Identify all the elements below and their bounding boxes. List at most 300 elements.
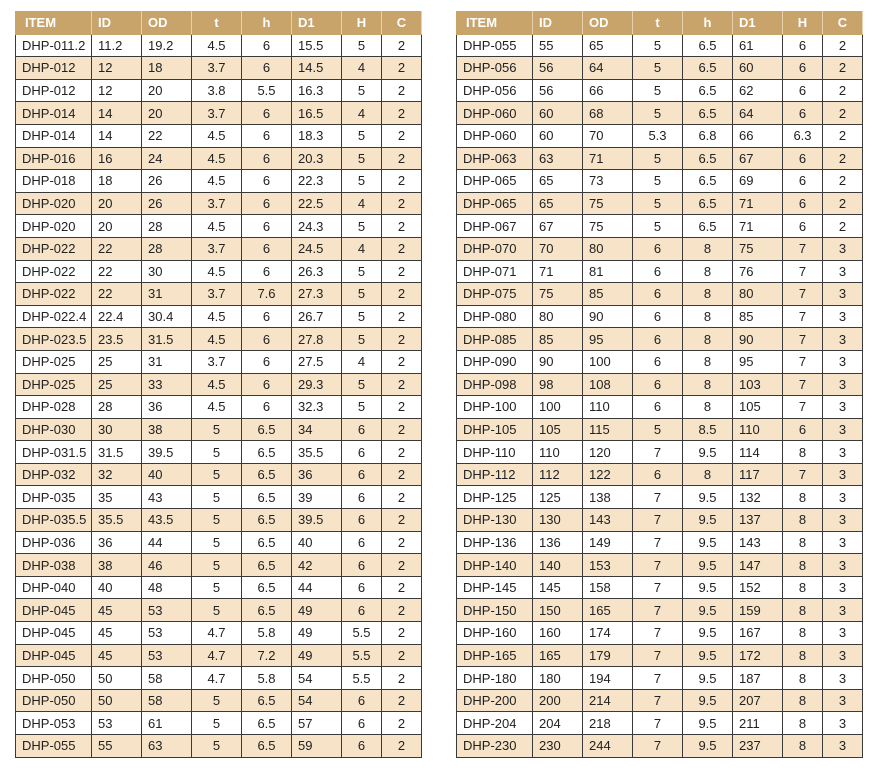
table-row <box>457 79 863 102</box>
table-row <box>16 689 422 712</box>
cell-h: 6.5 <box>683 170 733 193</box>
cell-item: DHP-025 <box>16 373 92 396</box>
table-row <box>457 735 863 758</box>
table-row <box>16 147 422 170</box>
cell-item: DHP-055 <box>457 34 533 57</box>
cell-id: 36 <box>92 531 142 554</box>
cell-id: 67 <box>533 215 583 238</box>
cell-item: DHP-090 <box>457 350 533 373</box>
cell-t: 5 <box>192 554 242 577</box>
cell-id: 204 <box>533 712 583 735</box>
cell-d1: 39 <box>292 486 342 509</box>
cell-od: 81 <box>583 260 633 283</box>
cell-t: 3.8 <box>192 79 242 102</box>
table-row <box>457 554 863 577</box>
cell-big-h: 7 <box>783 260 823 283</box>
cell-id: 25 <box>92 373 142 396</box>
cell-h: 6.5 <box>242 599 292 622</box>
cell-t: 5 <box>192 418 242 441</box>
cell-big-h: 5 <box>342 124 382 147</box>
table-row <box>16 418 422 441</box>
cell-id: 150 <box>533 599 583 622</box>
table-row <box>16 531 422 554</box>
table-row <box>457 622 863 645</box>
table-row <box>457 667 863 690</box>
cell-t: 5 <box>192 531 242 554</box>
cell-d1: 22.3 <box>292 170 342 193</box>
cell-id: 30 <box>92 418 142 441</box>
cell-big-h: 5 <box>342 215 382 238</box>
cell-d1: 137 <box>733 509 783 532</box>
cell-id: 105 <box>533 418 583 441</box>
cell-item: DHP-105 <box>457 418 533 441</box>
table-row <box>16 463 422 486</box>
cell-t: 6 <box>633 328 683 351</box>
cell-item: DHP-014 <box>16 102 92 125</box>
cell-c: 2 <box>382 328 422 351</box>
cell-id: 18 <box>92 170 142 193</box>
cell-item: DHP-022.4 <box>16 305 92 328</box>
cell-od: 36 <box>142 396 192 419</box>
cell-d1: 237 <box>733 735 783 758</box>
cell-t: 4.5 <box>192 147 242 170</box>
cell-od: 43.5 <box>142 509 192 532</box>
cell-od: 64 <box>583 57 633 80</box>
cell-t: 7 <box>633 441 683 464</box>
cell-od: 122 <box>583 463 633 486</box>
cell-h: 6.5 <box>683 192 733 215</box>
cell-od: 53 <box>142 644 192 667</box>
cell-item: DHP-012 <box>16 79 92 102</box>
cell-c: 3 <box>823 622 863 645</box>
cell-big-h: 8 <box>783 735 823 758</box>
table-row <box>457 283 863 306</box>
cell-d1: 114 <box>733 441 783 464</box>
cell-id: 45 <box>92 599 142 622</box>
cell-big-h: 5 <box>342 283 382 306</box>
cell-big-h: 5 <box>342 328 382 351</box>
cell-item: DHP-038 <box>16 554 92 577</box>
cell-big-h: 6 <box>783 215 823 238</box>
cell-big-h: 8 <box>783 712 823 735</box>
cell-c: 2 <box>823 102 863 125</box>
table-row <box>457 237 863 260</box>
cell-h: 6.8 <box>683 124 733 147</box>
spec-table-right <box>456 11 863 758</box>
cell-big-h: 8 <box>783 441 823 464</box>
cell-big-h: 6 <box>342 576 382 599</box>
cell-t: 4.5 <box>192 170 242 193</box>
cell-c: 3 <box>823 509 863 532</box>
cell-c: 2 <box>382 102 422 125</box>
cell-c: 2 <box>823 170 863 193</box>
cell-t: 7 <box>633 712 683 735</box>
cell-c: 2 <box>382 57 422 80</box>
cell-d1: 152 <box>733 576 783 599</box>
cell-id: 20 <box>92 215 142 238</box>
cell-d1: 71 <box>733 192 783 215</box>
cell-d1: 49 <box>292 599 342 622</box>
cell-id: 35 <box>92 486 142 509</box>
cell-h: 6.5 <box>242 689 292 712</box>
cell-h: 8 <box>683 328 733 351</box>
cell-d1: 24.3 <box>292 215 342 238</box>
cell-item: DHP-204 <box>457 712 533 735</box>
column-header-big-h: H <box>342 12 382 35</box>
table-row <box>16 396 422 419</box>
cell-big-h: 7 <box>783 237 823 260</box>
cell-item: DHP-067 <box>457 215 533 238</box>
cell-id: 22 <box>92 283 142 306</box>
table-row <box>16 260 422 283</box>
cell-big-h: 4 <box>342 237 382 260</box>
cell-d1: 20.3 <box>292 147 342 170</box>
cell-id: 200 <box>533 689 583 712</box>
cell-h: 6 <box>242 237 292 260</box>
cell-c: 3 <box>823 667 863 690</box>
table-row <box>16 644 422 667</box>
cell-od: 26 <box>142 170 192 193</box>
cell-item: DHP-022 <box>16 237 92 260</box>
table-row <box>16 622 422 645</box>
cell-t: 4.5 <box>192 124 242 147</box>
cell-d1: 32.3 <box>292 396 342 419</box>
cell-big-h: 6 <box>783 147 823 170</box>
cell-item: DHP-055 <box>16 735 92 758</box>
cell-c: 2 <box>382 531 422 554</box>
table-row <box>16 305 422 328</box>
cell-c: 2 <box>823 147 863 170</box>
cell-item: DHP-035.5 <box>16 509 92 532</box>
cell-h: 6 <box>242 328 292 351</box>
cell-id: 38 <box>92 554 142 577</box>
table-row <box>16 486 422 509</box>
cell-id: 110 <box>533 441 583 464</box>
cell-d1: 62 <box>733 79 783 102</box>
cell-d1: 57 <box>292 712 342 735</box>
cell-od: 115 <box>583 418 633 441</box>
cell-h: 6.5 <box>242 441 292 464</box>
cell-h: 6.5 <box>683 215 733 238</box>
table-row <box>16 599 422 622</box>
cell-c: 3 <box>823 373 863 396</box>
header-row <box>457 12 863 35</box>
cell-d1: 187 <box>733 667 783 690</box>
cell-c: 2 <box>382 192 422 215</box>
cell-od: 31 <box>142 350 192 373</box>
table-row <box>457 712 863 735</box>
cell-t: 4.5 <box>192 396 242 419</box>
cell-item: DHP-011.2 <box>16 34 92 57</box>
cell-id: 50 <box>92 689 142 712</box>
cell-item: DHP-130 <box>457 509 533 532</box>
cell-big-h: 6 <box>783 102 823 125</box>
cell-h: 6 <box>242 260 292 283</box>
cell-item: DHP-110 <box>457 441 533 464</box>
column-header-id: ID <box>533 12 583 35</box>
cell-t: 5 <box>192 735 242 758</box>
column-header-h: h <box>683 12 733 35</box>
cell-d1: 14.5 <box>292 57 342 80</box>
cell-id: 63 <box>533 147 583 170</box>
cell-d1: 76 <box>733 260 783 283</box>
cell-h: 9.5 <box>683 554 733 577</box>
cell-item: DHP-230 <box>457 735 533 758</box>
cell-id: 22.4 <box>92 305 142 328</box>
cell-od: 68 <box>583 102 633 125</box>
cell-t: 4.5 <box>192 305 242 328</box>
cell-item: DHP-040 <box>16 576 92 599</box>
cell-c: 2 <box>823 79 863 102</box>
cell-h: 6 <box>242 373 292 396</box>
cell-d1: 80 <box>733 283 783 306</box>
column-header-id: ID <box>92 12 142 35</box>
cell-h: 6.5 <box>242 576 292 599</box>
table-row <box>16 509 422 532</box>
cell-t: 5 <box>192 463 242 486</box>
cell-t: 7 <box>633 689 683 712</box>
cell-id: 125 <box>533 486 583 509</box>
cell-id: 112 <box>533 463 583 486</box>
cell-big-h: 7 <box>783 350 823 373</box>
cell-c: 3 <box>823 644 863 667</box>
cell-t: 7 <box>633 486 683 509</box>
cell-id: 75 <box>533 283 583 306</box>
cell-t: 4.5 <box>192 373 242 396</box>
cell-item: DHP-080 <box>457 305 533 328</box>
cell-d1: 67 <box>733 147 783 170</box>
cell-t: 7 <box>633 531 683 554</box>
cell-item: DHP-125 <box>457 486 533 509</box>
cell-d1: 29.3 <box>292 373 342 396</box>
cell-t: 5 <box>192 441 242 464</box>
cell-big-h: 5 <box>342 396 382 419</box>
cell-od: 143 <box>583 509 633 532</box>
cell-t: 3.7 <box>192 192 242 215</box>
cell-big-h: 6 <box>342 599 382 622</box>
cell-t: 5 <box>192 486 242 509</box>
cell-id: 25 <box>92 350 142 373</box>
table-row <box>457 147 863 170</box>
cell-t: 5 <box>633 34 683 57</box>
cell-t: 5 <box>633 102 683 125</box>
cell-h: 6 <box>242 102 292 125</box>
column-header-od: OD <box>583 12 633 35</box>
cell-item: DHP-014 <box>16 124 92 147</box>
table-row <box>457 215 863 238</box>
cell-h: 6.5 <box>242 531 292 554</box>
cell-od: 40 <box>142 463 192 486</box>
cell-od: 58 <box>142 689 192 712</box>
cell-od: 18 <box>142 57 192 80</box>
column-header-c: C <box>382 12 422 35</box>
cell-big-h: 7 <box>783 396 823 419</box>
cell-big-h: 6 <box>342 712 382 735</box>
cell-id: 23.5 <box>92 328 142 351</box>
table-row <box>16 79 422 102</box>
cell-c: 2 <box>382 735 422 758</box>
cell-od: 90 <box>583 305 633 328</box>
cell-id: 11.2 <box>92 34 142 57</box>
cell-d1: 54 <box>292 689 342 712</box>
cell-od: 38 <box>142 418 192 441</box>
cell-h: 9.5 <box>683 689 733 712</box>
cell-d1: 132 <box>733 486 783 509</box>
cell-d1: 16.3 <box>292 79 342 102</box>
cell-big-h: 6 <box>783 34 823 57</box>
cell-item: DHP-025 <box>16 350 92 373</box>
cell-id: 56 <box>533 79 583 102</box>
cell-h: 9.5 <box>683 441 733 464</box>
column-header-item: ITEM <box>16 12 92 35</box>
cell-h: 8 <box>683 396 733 419</box>
cell-h: 6.5 <box>683 79 733 102</box>
cell-c: 3 <box>823 712 863 735</box>
cell-h: 9.5 <box>683 622 733 645</box>
cell-id: 71 <box>533 260 583 283</box>
cell-h: 6 <box>242 305 292 328</box>
cell-h: 8 <box>683 350 733 373</box>
cell-item: DHP-050 <box>16 689 92 712</box>
cell-item: DHP-050 <box>16 667 92 690</box>
cell-c: 3 <box>823 441 863 464</box>
cell-t: 5.3 <box>633 124 683 147</box>
cell-od: 138 <box>583 486 633 509</box>
cell-big-h: 8 <box>783 689 823 712</box>
cell-c: 2 <box>382 79 422 102</box>
cell-c: 2 <box>382 170 422 193</box>
cell-d1: 90 <box>733 328 783 351</box>
cell-t: 5 <box>633 215 683 238</box>
cell-id: 136 <box>533 531 583 554</box>
cell-c: 2 <box>382 373 422 396</box>
column-header-h: h <box>242 12 292 35</box>
cell-od: 30.4 <box>142 305 192 328</box>
cell-id: 16 <box>92 147 142 170</box>
cell-d1: 105 <box>733 396 783 419</box>
cell-item: DHP-070 <box>457 237 533 260</box>
cell-c: 2 <box>823 192 863 215</box>
cell-big-h: 7 <box>783 373 823 396</box>
cell-od: 66 <box>583 79 633 102</box>
cell-h: 7.2 <box>242 644 292 667</box>
cell-h: 9.5 <box>683 531 733 554</box>
cell-item: DHP-180 <box>457 667 533 690</box>
cell-big-h: 6 <box>783 418 823 441</box>
cell-id: 140 <box>533 554 583 577</box>
table-row <box>16 712 422 735</box>
cell-d1: 54 <box>292 667 342 690</box>
cell-d1: 39.5 <box>292 509 342 532</box>
cell-h: 6 <box>242 215 292 238</box>
cell-h: 5.5 <box>242 79 292 102</box>
cell-od: 165 <box>583 599 633 622</box>
cell-od: 24 <box>142 147 192 170</box>
cell-id: 85 <box>533 328 583 351</box>
cell-h: 6.5 <box>242 735 292 758</box>
cell-id: 31.5 <box>92 441 142 464</box>
cell-id: 165 <box>533 644 583 667</box>
cell-big-h: 6 <box>783 57 823 80</box>
table-row <box>457 441 863 464</box>
cell-h: 8 <box>683 260 733 283</box>
cell-id: 50 <box>92 667 142 690</box>
cell-od: 108 <box>583 373 633 396</box>
cell-c: 2 <box>823 57 863 80</box>
cell-id: 40 <box>92 576 142 599</box>
cell-c: 2 <box>823 215 863 238</box>
cell-big-h: 5.5 <box>342 622 382 645</box>
table-row <box>16 170 422 193</box>
cell-id: 20 <box>92 192 142 215</box>
cell-h: 6 <box>242 350 292 373</box>
column-header-item: ITEM <box>457 12 533 35</box>
cell-id: 53 <box>92 712 142 735</box>
cell-h: 6 <box>242 396 292 419</box>
cell-id: 65 <box>533 170 583 193</box>
cell-od: 19.2 <box>142 34 192 57</box>
cell-id: 80 <box>533 305 583 328</box>
cell-od: 28 <box>142 237 192 260</box>
cell-item: DHP-160 <box>457 622 533 645</box>
cell-id: 70 <box>533 237 583 260</box>
cell-od: 39.5 <box>142 441 192 464</box>
table-row <box>16 34 422 57</box>
table-row <box>16 667 422 690</box>
cell-big-h: 8 <box>783 486 823 509</box>
cell-d1: 59 <box>292 735 342 758</box>
cell-t: 6 <box>633 373 683 396</box>
cell-c: 2 <box>382 463 422 486</box>
cell-big-h: 5 <box>342 79 382 102</box>
cell-h: 9.5 <box>683 576 733 599</box>
cell-item: DHP-056 <box>457 57 533 80</box>
cell-c: 3 <box>823 350 863 373</box>
cell-item: DHP-016 <box>16 147 92 170</box>
cell-d1: 61 <box>733 34 783 57</box>
cell-item: DHP-045 <box>16 599 92 622</box>
cell-t: 5 <box>192 712 242 735</box>
cell-big-h: 8 <box>783 509 823 532</box>
cell-d1: 44 <box>292 576 342 599</box>
cell-od: 85 <box>583 283 633 306</box>
cell-t: 5 <box>633 147 683 170</box>
cell-c: 2 <box>382 599 422 622</box>
cell-t: 7 <box>633 735 683 758</box>
cell-id: 12 <box>92 79 142 102</box>
cell-t: 6 <box>633 350 683 373</box>
cell-t: 4.5 <box>192 328 242 351</box>
cell-od: 244 <box>583 735 633 758</box>
cell-big-h: 7 <box>783 463 823 486</box>
cell-id: 12 <box>92 57 142 80</box>
cell-big-h: 5 <box>342 170 382 193</box>
cell-item: DHP-112 <box>457 463 533 486</box>
cell-h: 6 <box>242 147 292 170</box>
cell-id: 60 <box>533 124 583 147</box>
cell-big-h: 6 <box>783 192 823 215</box>
cell-id: 28 <box>92 396 142 419</box>
cell-od: 61 <box>142 712 192 735</box>
cell-od: 120 <box>583 441 633 464</box>
cell-c: 3 <box>823 237 863 260</box>
cell-c: 3 <box>823 305 863 328</box>
cell-big-h: 6 <box>342 531 382 554</box>
cell-c: 2 <box>382 554 422 577</box>
cell-od: 194 <box>583 667 633 690</box>
cell-d1: 143 <box>733 531 783 554</box>
cell-od: 75 <box>583 215 633 238</box>
